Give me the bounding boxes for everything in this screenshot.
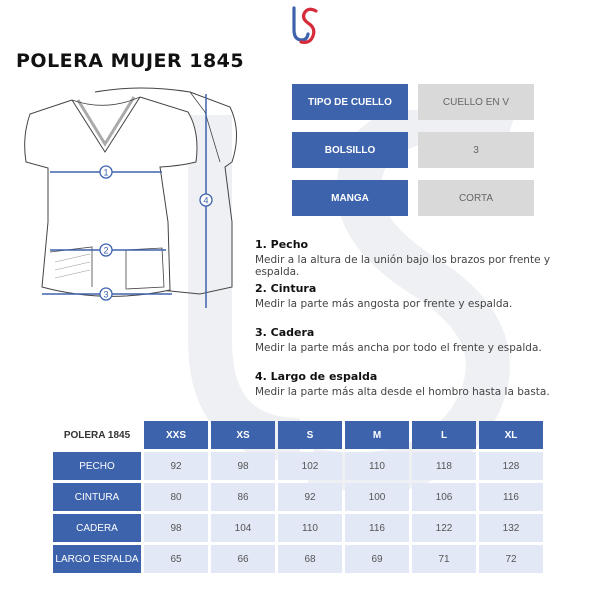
garment-illustration	[20, 82, 250, 322]
size-table	[50, 418, 546, 576]
definition-desc: Medir la parte más alta desde el hombro hasta la basta.	[255, 386, 550, 398]
row-label-hip: CADERA	[53, 514, 141, 542]
brand-logo	[289, 6, 323, 46]
svg-text:4: 4	[203, 195, 209, 206]
table-cell: 71	[412, 545, 476, 573]
marker-2	[100, 244, 112, 256]
table-cell: 98	[211, 452, 275, 480]
definition-title: 1. Pecho	[255, 238, 309, 251]
size-header-s: S	[278, 421, 342, 449]
table-cell: 66	[211, 545, 275, 573]
table-row	[53, 514, 543, 542]
svg-text:1: 1	[103, 167, 109, 178]
table-cell: 102	[278, 452, 342, 480]
table-cell: 86	[211, 483, 275, 511]
row-label-chest: PECHO	[53, 452, 141, 480]
size-header-l: L	[412, 421, 476, 449]
table-cell: 128	[479, 452, 543, 480]
size-header-row	[53, 421, 543, 449]
spec-label-pocket: BOLSILLO	[292, 132, 408, 168]
definition-waist	[255, 282, 595, 310]
table-cell: 65	[144, 545, 208, 573]
spec-value-pocket: 3	[418, 132, 534, 168]
table-cell: 118	[412, 452, 476, 480]
table-row	[53, 483, 543, 511]
marker-4	[200, 194, 212, 206]
table-cell: 106	[412, 483, 476, 511]
size-header-m: M	[345, 421, 409, 449]
row-label-waist: CINTURA	[53, 483, 141, 511]
table-corner-label: POLERA 1845	[63, 429, 131, 441]
table-cell: 116	[479, 483, 543, 511]
table-cell: 69	[345, 545, 409, 573]
page-title: POLERA MUJER 1845	[16, 50, 245, 72]
spec-label-neck: TIPO DE CUELLO	[292, 84, 408, 120]
table-row	[53, 452, 543, 480]
table-cell: 132	[479, 514, 543, 542]
definition-desc: Medir la parte más ancha por todo el frente y espalda.	[255, 342, 542, 354]
table-cell: 92	[144, 452, 208, 480]
definition-desc: Medir la parte más angosta por frente y espalda.	[255, 298, 513, 310]
size-header-xxs: XXS	[144, 421, 208, 449]
svg-text:2: 2	[103, 245, 109, 256]
table-cell: 116	[345, 514, 409, 542]
marker-3	[100, 288, 112, 300]
definition-hip	[255, 326, 595, 354]
definition-desc: Medir a la altura de la unión bajo los brazos por frente y espalda.	[255, 254, 551, 278]
table-cell: 122	[412, 514, 476, 542]
table-cell: 110	[278, 514, 342, 542]
size-header-xs: XS	[211, 421, 275, 449]
table-cell: 68	[278, 545, 342, 573]
table-cell: 80	[144, 483, 208, 511]
marker-1	[100, 166, 112, 178]
definition-title: 2. Cintura	[255, 282, 317, 295]
definition-chest	[255, 238, 595, 278]
table-cell: 98	[144, 514, 208, 542]
definition-title: 3. Cadera	[255, 326, 315, 339]
definition-back-length	[255, 370, 595, 398]
table-cell: 110	[345, 452, 409, 480]
table-row	[53, 545, 543, 573]
svg-text:3: 3	[103, 289, 109, 300]
table-cell: 92	[278, 483, 342, 511]
spec-label-sleeve: MANGA	[292, 180, 408, 216]
definition-title: 4. Largo de espalda	[255, 370, 378, 383]
spec-value-neck: CUELLO EN V	[418, 84, 534, 120]
size-header-xl: XL	[479, 421, 543, 449]
spec-value-sleeve: CORTA	[418, 180, 534, 216]
row-label-back-length: LARGO ESPALDA	[53, 545, 141, 573]
table-cell: 100	[345, 483, 409, 511]
table-cell: 104	[211, 514, 275, 542]
table-cell: 72	[479, 545, 543, 573]
